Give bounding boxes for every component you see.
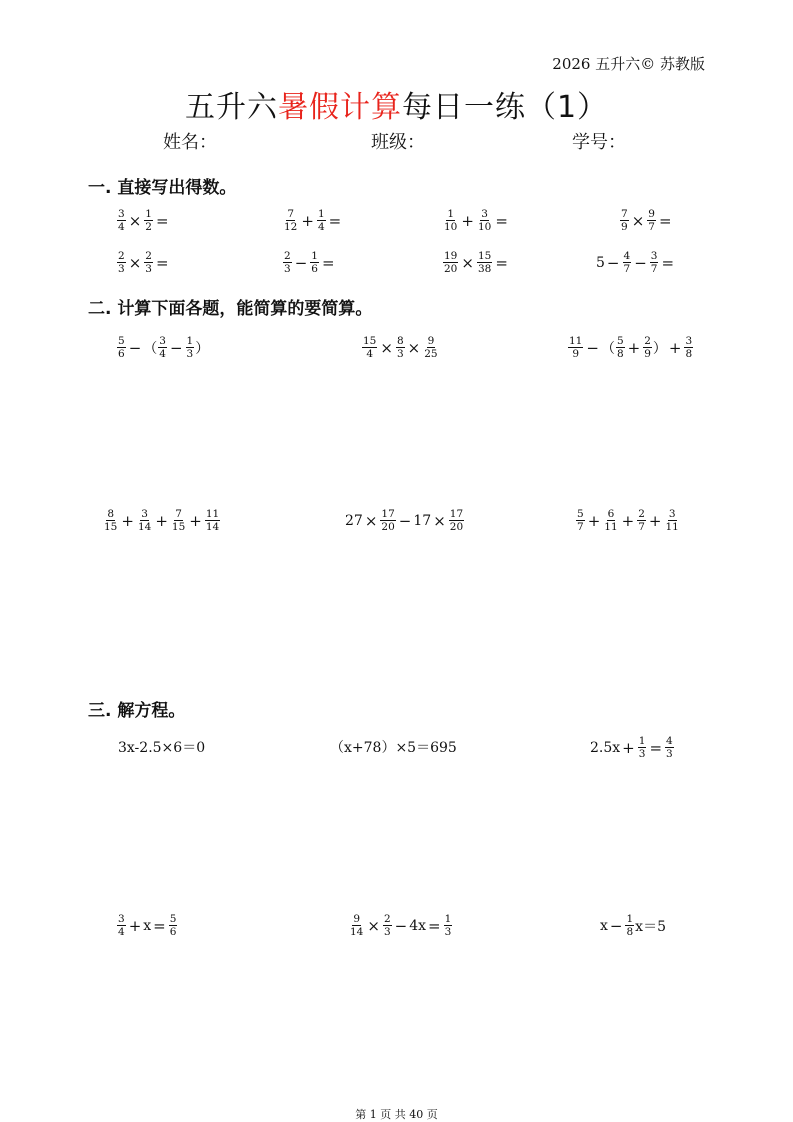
term: 4x bbox=[409, 917, 427, 934]
numerator: 3 bbox=[141, 508, 148, 520]
fraction bbox=[103, 508, 118, 533]
fraction bbox=[117, 250, 126, 275]
denominator: 7 bbox=[650, 263, 658, 275]
denominator: 2 bbox=[145, 221, 152, 233]
section-1-heading: 一. 直接写出得数。 bbox=[88, 178, 237, 198]
numerator: 1 bbox=[638, 735, 646, 747]
fraction bbox=[396, 335, 405, 360]
operator: + bbox=[587, 511, 601, 530]
fraction bbox=[623, 250, 632, 275]
fraction bbox=[443, 208, 458, 233]
fraction bbox=[317, 208, 326, 233]
fraction bbox=[169, 913, 178, 938]
fraction bbox=[647, 208, 656, 233]
numerator: 2 bbox=[383, 913, 391, 925]
denominator: 20 bbox=[381, 521, 395, 533]
term: 3x-2.5×6＝0 bbox=[118, 740, 206, 756]
problem-1c bbox=[442, 208, 510, 233]
denominator: 9 bbox=[572, 348, 580, 360]
numerator: 4 bbox=[623, 250, 631, 262]
page-title bbox=[0, 82, 793, 126]
operator: − bbox=[294, 253, 308, 272]
numerator: 3 bbox=[118, 208, 125, 220]
numerator: 17 bbox=[449, 508, 464, 520]
fraction bbox=[449, 508, 464, 533]
numerator: 8 bbox=[107, 508, 115, 520]
numerator: 1 bbox=[186, 335, 194, 347]
denominator: 4 bbox=[366, 348, 374, 360]
denominator: 3 bbox=[396, 348, 404, 360]
problem-1d bbox=[619, 208, 674, 233]
fraction bbox=[117, 913, 126, 938]
denominator: 10 bbox=[477, 221, 492, 233]
numerator: 15 bbox=[477, 250, 492, 262]
fraction bbox=[638, 735, 647, 760]
denominator: 3 bbox=[383, 926, 391, 938]
denominator: 10 bbox=[444, 221, 458, 233]
fraction bbox=[283, 250, 292, 275]
numerator: 5 bbox=[577, 508, 584, 520]
operator: + bbox=[301, 211, 314, 230]
numerator: 1 bbox=[447, 208, 455, 220]
denominator: 4 bbox=[118, 221, 125, 233]
denominator: 14 bbox=[350, 926, 364, 938]
numerator: 5 bbox=[118, 335, 125, 347]
operator: − bbox=[609, 916, 623, 935]
title-part-2: 每日一练（1） bbox=[401, 90, 609, 125]
operator: = bbox=[649, 738, 663, 757]
term: ） bbox=[652, 340, 667, 357]
fraction bbox=[477, 250, 492, 275]
denominator: 3 bbox=[284, 263, 291, 275]
numerator: 2 bbox=[145, 250, 152, 262]
numerator: 3 bbox=[685, 335, 693, 347]
fraction bbox=[650, 250, 659, 275]
numerator: 1 bbox=[444, 913, 452, 925]
denominator: 11 bbox=[604, 521, 618, 533]
fraction bbox=[171, 508, 186, 533]
operator: + bbox=[668, 338, 682, 357]
operator: = bbox=[658, 211, 672, 230]
page-footer: 第 1 页 共 40 页 bbox=[355, 1108, 438, 1121]
term: （ bbox=[143, 340, 158, 357]
fraction bbox=[117, 335, 126, 360]
denominator: 7 bbox=[638, 521, 645, 533]
title-highlight: 暑假计算 bbox=[277, 90, 402, 125]
operator: + bbox=[155, 511, 168, 530]
operator: − bbox=[169, 338, 183, 357]
operator: × bbox=[367, 916, 380, 935]
operator: + bbox=[189, 511, 202, 530]
term: x bbox=[600, 917, 608, 934]
fraction bbox=[380, 508, 395, 533]
fraction bbox=[637, 508, 646, 533]
problem-1g bbox=[442, 250, 510, 275]
term: （x+78）×5＝695 bbox=[330, 740, 457, 756]
numerator: 5 bbox=[616, 335, 624, 347]
denominator: 7 bbox=[577, 521, 584, 533]
fraction bbox=[144, 208, 153, 233]
equation-3b bbox=[330, 737, 457, 757]
operator: = bbox=[428, 916, 441, 935]
problem-2e bbox=[345, 508, 465, 533]
operator: = bbox=[328, 211, 342, 230]
numerator: 2 bbox=[638, 508, 645, 520]
fraction bbox=[664, 508, 679, 533]
fraction bbox=[620, 208, 629, 233]
problem-1a bbox=[116, 208, 171, 233]
operator: × bbox=[631, 211, 645, 230]
operator: − bbox=[606, 253, 620, 272]
denominator: 4 bbox=[317, 221, 325, 233]
numerator: 11 bbox=[569, 335, 583, 347]
fraction bbox=[603, 508, 618, 533]
denominator: 7 bbox=[648, 221, 655, 233]
operator: × bbox=[364, 511, 378, 530]
operator: = bbox=[495, 253, 508, 272]
fraction bbox=[444, 913, 453, 938]
operator: = bbox=[495, 211, 508, 230]
equation-3c bbox=[590, 735, 675, 760]
numerator: 6 bbox=[607, 508, 615, 520]
numerator: 2 bbox=[284, 250, 291, 262]
denominator: 12 bbox=[284, 221, 298, 233]
term: （ bbox=[600, 340, 615, 357]
problem-2d bbox=[102, 508, 221, 533]
term: ） bbox=[195, 340, 210, 357]
fraction bbox=[665, 735, 674, 760]
numerator: 3 bbox=[650, 250, 658, 262]
operator: × bbox=[407, 338, 421, 357]
denominator: 3 bbox=[145, 263, 152, 275]
denominator: 3 bbox=[638, 748, 646, 760]
fraction bbox=[576, 508, 585, 533]
numerator: 17 bbox=[381, 508, 395, 520]
numerator: 1 bbox=[145, 208, 152, 220]
term: x＝5 bbox=[635, 918, 666, 935]
fraction bbox=[349, 913, 364, 938]
denominator: 38 bbox=[477, 263, 492, 275]
problem-1b bbox=[282, 208, 343, 233]
denominator: 15 bbox=[104, 521, 118, 533]
numerator: 7 bbox=[175, 508, 182, 520]
problem-2b bbox=[361, 335, 440, 360]
fraction bbox=[443, 250, 458, 275]
fraction bbox=[477, 208, 492, 233]
operator: + bbox=[622, 738, 635, 757]
operator: + bbox=[128, 916, 142, 935]
denominator: 11 bbox=[665, 521, 679, 533]
denominator: 6 bbox=[169, 926, 177, 938]
operator: = bbox=[155, 211, 169, 230]
operator: + bbox=[461, 211, 474, 230]
numerator: 11 bbox=[205, 508, 220, 520]
denominator: 9 bbox=[621, 221, 628, 233]
fraction bbox=[625, 913, 634, 938]
fraction bbox=[310, 250, 319, 275]
operator: × bbox=[380, 338, 393, 357]
denominator: 25 bbox=[424, 348, 438, 360]
equation-3a bbox=[118, 737, 205, 757]
denominator: 4 bbox=[159, 348, 166, 360]
term: x bbox=[143, 917, 152, 934]
operator: − bbox=[586, 338, 599, 357]
fraction bbox=[158, 335, 167, 360]
section-2-heading: 二. 计算下面各题，能简算的要简算。 bbox=[88, 299, 373, 319]
fraction bbox=[643, 335, 652, 360]
numerator: 2 bbox=[118, 250, 125, 262]
numerator: 7 bbox=[287, 208, 295, 220]
numerator: 9 bbox=[648, 208, 655, 220]
denominator: 3 bbox=[666, 748, 673, 760]
numerator: 9 bbox=[353, 913, 361, 925]
operator: + bbox=[621, 511, 635, 530]
fraction bbox=[144, 250, 153, 275]
equation-3d bbox=[116, 913, 178, 938]
operator: − bbox=[634, 253, 647, 272]
numerator: 3 bbox=[118, 913, 125, 925]
term: 2.5x bbox=[590, 739, 621, 756]
fraction bbox=[616, 335, 625, 360]
fraction bbox=[568, 335, 583, 360]
fraction bbox=[137, 508, 152, 533]
problem-1e bbox=[116, 250, 171, 275]
numerator: 19 bbox=[444, 250, 458, 262]
numerator: 2 bbox=[644, 335, 651, 347]
problem-2a bbox=[116, 335, 209, 360]
section-3-heading: 三. 解方程。 bbox=[88, 701, 186, 721]
operator: + bbox=[627, 338, 641, 357]
numerator: 1 bbox=[311, 250, 318, 262]
problem-2c bbox=[567, 335, 694, 360]
operator: − bbox=[128, 338, 142, 357]
operator: = bbox=[661, 253, 675, 272]
numerator: 3 bbox=[159, 335, 166, 347]
numerator: 5 bbox=[169, 913, 177, 925]
problem-1h bbox=[596, 250, 676, 275]
operator: + bbox=[121, 511, 134, 530]
name-label: 姓名： bbox=[163, 132, 217, 153]
denominator: 6 bbox=[311, 263, 318, 275]
number-label: 学号： bbox=[572, 132, 626, 153]
problem-2f bbox=[575, 508, 681, 533]
numerator: 7 bbox=[621, 208, 628, 220]
numerator: 3 bbox=[481, 208, 488, 220]
denominator: 20 bbox=[449, 521, 464, 533]
numerator: 8 bbox=[396, 335, 404, 347]
numerator: 4 bbox=[666, 735, 673, 747]
fraction bbox=[283, 208, 298, 233]
operator: = bbox=[155, 253, 169, 272]
numerator: 1 bbox=[317, 208, 325, 220]
fraction bbox=[423, 335, 438, 360]
operator: = bbox=[153, 916, 166, 935]
operator: − bbox=[394, 916, 408, 935]
numerator: 15 bbox=[363, 335, 377, 347]
fraction bbox=[362, 335, 377, 360]
denominator: 8 bbox=[685, 348, 693, 360]
equation-3e bbox=[348, 913, 453, 938]
term: 5 bbox=[596, 254, 605, 271]
denominator: 14 bbox=[205, 521, 220, 533]
denominator: 8 bbox=[616, 348, 624, 360]
denominator: 15 bbox=[171, 521, 186, 533]
numerator: 1 bbox=[626, 913, 634, 925]
operator: = bbox=[321, 253, 335, 272]
operator: × bbox=[128, 211, 142, 230]
class-label: 班级： bbox=[371, 132, 425, 153]
operator: × bbox=[128, 253, 142, 272]
denominator: 6 bbox=[118, 348, 125, 360]
denominator: 3 bbox=[186, 348, 194, 360]
operator: − bbox=[398, 511, 412, 530]
denominator: 4 bbox=[118, 926, 125, 938]
operator: + bbox=[648, 511, 662, 530]
term: 17 bbox=[413, 512, 432, 529]
denominator: 7 bbox=[623, 263, 631, 275]
fraction bbox=[186, 335, 195, 360]
fraction bbox=[684, 335, 693, 360]
edition-label: 2026 五升六© 苏教版 bbox=[552, 55, 705, 73]
equation-3f bbox=[600, 913, 666, 938]
denominator: 3 bbox=[444, 926, 452, 938]
numerator: 3 bbox=[668, 508, 676, 520]
denominator: 14 bbox=[137, 521, 152, 533]
title-part-1: 五升六 bbox=[184, 90, 278, 125]
fraction bbox=[117, 208, 126, 233]
fraction bbox=[383, 913, 392, 938]
term: 27 bbox=[345, 512, 363, 529]
operator: × bbox=[433, 511, 446, 530]
denominator: 20 bbox=[444, 263, 458, 275]
fraction bbox=[205, 508, 220, 533]
denominator: 8 bbox=[626, 926, 634, 938]
denominator: 3 bbox=[118, 263, 125, 275]
operator: × bbox=[461, 253, 474, 272]
numerator: 9 bbox=[427, 335, 435, 347]
denominator: 9 bbox=[644, 348, 651, 360]
problem-1f bbox=[282, 250, 337, 275]
